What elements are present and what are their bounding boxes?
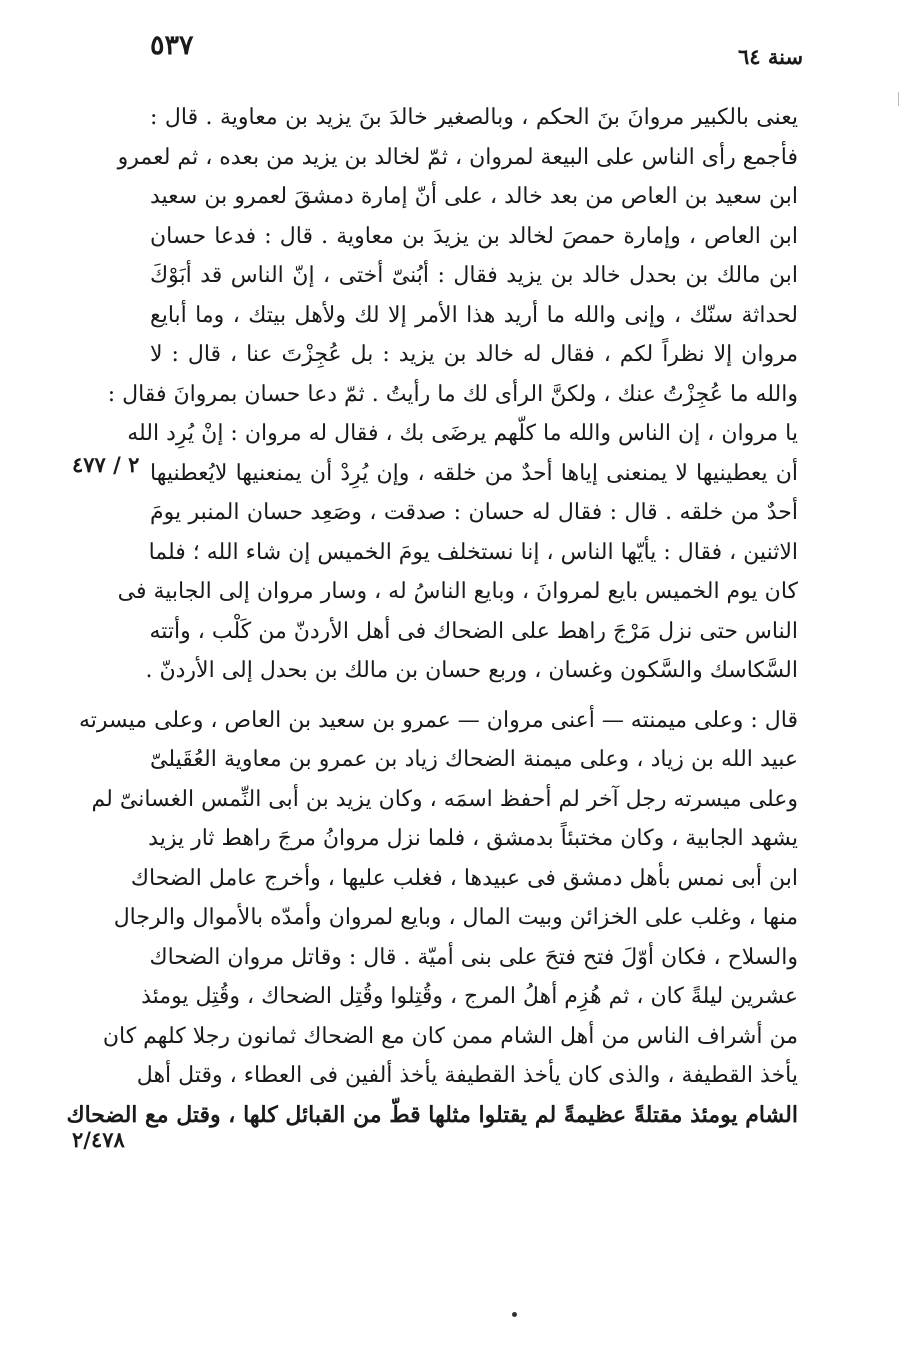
- text-line: لحداثة سنّك ، وإنى والله ما أريد هذا الأمر إلا لك ولأهل بيتك ، وما أبايع: [150, 302, 798, 328]
- text-line: الشام يومئذ مقتلةً عظيمةً لم يقتلوا مثلها قطّ من القبائل كلها ، وقتل مع الضحاك: [66, 1101, 798, 1128]
- text-line: عشرين ليلةً كان ، ثم هُزِم أهلُ المرج ، وقُتِلوا وقُتِل الضحاك ، وقُتِل يومئذ: [141, 984, 798, 1009]
- paragraph: [66, 701, 799, 1136]
- text-line: عبيد الله بن زياد ، وعلى ميمنة الضحاك زياد بن عمرو بن معاوية العُقَيلىّ: [150, 747, 799, 772]
- margin-reference: ٢/٤٧٨: [72, 1127, 125, 1152]
- text-line: من أشراف الناس من أهل الشام ممن كان مع الضحاك ثمانون رجلا كلهم كان: [102, 1023, 798, 1049]
- text-line: الناس حتى نزل مَرْجَ راهط على الضحاك فى أهل الأردنّ من كَلْب ، وأتته: [149, 618, 798, 644]
- paragraph-gap: [150, 691, 798, 701]
- running-header-year: سنة ٦٤: [738, 44, 804, 69]
- text-line: ابن مالك بن بحدل خالد بن يزيد فقال : أبُنىّ أختى ، إنّ الناس قد أبَوْكَ: [150, 263, 798, 288]
- text-line: الاثنين ، فقال : يأيّها الناس ، إنا نستخلف يومَ الخميس إن شاء الله ؛ فلما: [148, 539, 798, 565]
- text-line: ابن العاص ، وإمارة حمصَ لخالد بن يزيدَ بن معاوية . قال : فدعا حسان: [150, 223, 798, 249]
- paragraph: [107, 98, 798, 691]
- page-dot: [512, 1312, 517, 1317]
- page-edge-mark: [898, 92, 899, 106]
- page-number: ٥٣٧: [150, 30, 194, 61]
- text-line: يعنى بالكبير مروانَ بنَ الحكم ، وبالصغير خالدَ بنَ يزيد بن معاوية . قال :: [150, 105, 798, 130]
- text-line: فأجمع رأى الناس على البيعة لمروان ، ثمّ لخالد بن يزيد من بعده ، ثم لعمرو: [117, 144, 798, 170]
- text-line: يا مروان ، إن الناس والله ما كلّهم يرضَى بك ، فقال له مروان : إنْ يُرِد الله: [127, 421, 798, 446]
- text-line: وعلى ميسرته رجل آخر لم أحفظ اسمَه ، وكان يزيد بن أبى النِّمس الغسانىّ لم: [91, 786, 798, 812]
- text-line: ابن أبى نمس بأهل دمشق فى عبيدها ، فغلب عليها ، وأخرج عامل الضحاك: [130, 865, 798, 891]
- text-line: يشهد الجابية ، وكان مختبئاً بدمشق ، فلما نزل مروانُ مرجَ راهط ثار يزيد: [148, 826, 798, 851]
- text-line: ابن سعيد بن العاص من بعد خالد ، على أنّ إمارة دمشقَ لعمرو بن سعيد: [150, 184, 798, 209]
- text-line: قال : وعلى ميمنته — أعنى مروان — عمرو بن سعيد بن العاص ، وعلى ميسرته: [78, 707, 798, 733]
- text-line: مروان إلا نظراً لكم ، فقال له خالد بن يزيد : بل عُجِزْتَ عنا ، قال : لا: [150, 342, 798, 367]
- text-line: والله ما عُجِزْتُ عنك ، ولكنَّ الرأى لك ما رأيتُ . ثمّ دعا حسان بمروانَ فقال :: [107, 381, 798, 407]
- margin-reference: ٢ / ٤٧٧: [72, 452, 140, 477]
- text-line: أن يعطينيها لا يمنعنى إياها أحدٌ من خلقه ، وإن يُرِدْ أن يمنعنيها لايُعطنيها: [150, 460, 798, 486]
- text-line: أحدٌ من خلقه . قال : فقال له حسان : صدقت ، وصَعِد حسان المنبر يومَ: [150, 500, 798, 525]
- text-line: يأخذ القطيفة ، والذى كان يأخذ القطيفة يأخذ ألفين فى العطاء ، وقتل أهل: [136, 1063, 798, 1088]
- text-line: والسلاح ، فكان أوّلَ فتح فتحَ على بنى أميّة . قال : وقاتل مروان الضحاك: [149, 944, 798, 970]
- text-line: السَّكاسك والسَّكون وغسان ، وربع حسان بن مالك بن بحدل إلى الأردنّ .: [145, 658, 798, 683]
- text-line: منها ، وغلب على الخزائن وبيت المال ، وبايع لمروان وأمدّه بالأموال والرجال: [113, 905, 798, 930]
- text-line: كان يوم الخميس بايع لمروانَ ، وبايع الناسُ له ، وسار مروان إلى الجابية فى: [117, 579, 798, 604]
